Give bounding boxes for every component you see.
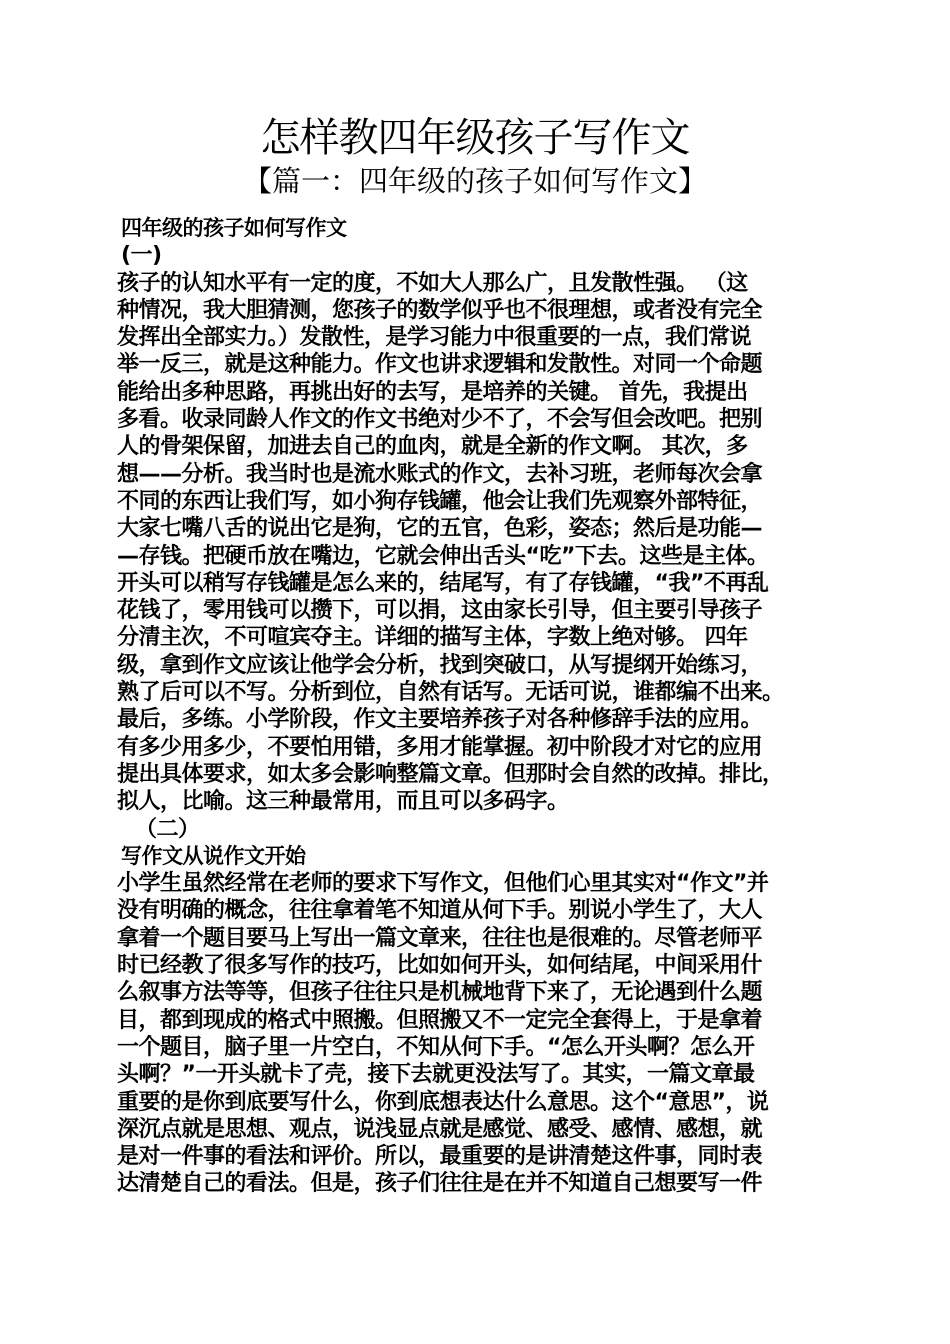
- paragraph-line: 重要的是你到底要写什么，你到底想表达什么意思。这个“意思”，说: [117, 1089, 769, 1115]
- paragraph-line: 想——分析。我当时也是流水账式的作文，去补习班，老师每次会拿: [117, 461, 763, 487]
- paragraph-line: 达清楚自己的看法。但是，孩子们往往是在并不知道自己想要写一件: [117, 1171, 763, 1197]
- paragraph-line: 多看。收录同龄人作文的作文书绝对少不了，不会写但会改吧。把别: [117, 407, 763, 433]
- part1-paragraph: [117, 270, 837, 816]
- paragraph-line: —存钱。把硬币放在嘴边，它就会伸出舌头“吃”下去。这些是主体。: [117, 543, 769, 569]
- paragraph-line: 级，拿到作文应该让他学会分析，找到突破口，从写提纲开始练习，: [117, 652, 763, 678]
- paragraph-line: 孩子的认知水平有一定的度，不如大人那么广，且发散性强。 （这: [117, 270, 748, 296]
- part2-paragraph: [117, 870, 837, 1198]
- paragraph-line: 么叙事方法等等，但孩子往往只是机械地背下来了，无论遇到什么题: [117, 980, 763, 1006]
- paragraph-line: 大家七嘴八舌的说出它是狗，它的五官，色彩，姿态；然后是功能—: [117, 516, 763, 542]
- paragraph-line: 最后，多练。小学阶段，作文主要培养孩子对各种修辞手法的应用。: [117, 707, 763, 733]
- paragraph-line: 能给出多种思路，再挑出好的去写，是培养的关键。 首先，我提出: [117, 379, 748, 405]
- section-heading: 四年级的孩子如何写作文: [121, 216, 347, 240]
- paragraph-line: 是对一件事的看法和评价。所以，最重要的是讲清楚这件事，同时表: [117, 1144, 763, 1170]
- paragraph-line: 不同的东西让我们写，如小狗存钱罐，他会让我们先观察外部特征，: [117, 488, 763, 514]
- paragraph-line: 头啊？”一开头就卡了壳，接下去就更没法写了。其实，一篇文章最: [117, 1062, 755, 1088]
- paragraph-line: 深沉点就是思想、观点，说浅显点就是感觉、感受、感情、感想，就: [117, 1116, 763, 1142]
- document-subtitle: 【篇一：四年级的孩子如何写作文】: [242, 164, 707, 198]
- paragraph-line: 开头可以稍写存钱罐是怎么来的，结尾写，有了存钱罐，“我”不再乱: [117, 570, 769, 596]
- part1-label: (一): [121, 243, 162, 269]
- part2-heading: 写作文从说作文开始: [121, 843, 306, 868]
- paragraph-line: 种情况，我大胆猜测，您孩子的数学似乎也不很理想，或者没有完全: [117, 297, 763, 323]
- document-body: [117, 215, 837, 1198]
- paragraph-line: 拿着一个题目要马上写出一篇文章来，往往也是很难的。尽管老师平: [117, 925, 763, 951]
- paragraph-line: 发挥出全部实力。）发散性，是学习能力中很重要的一点，我们常说: [117, 325, 752, 351]
- document-title: 怎样教四年级孩子写作文: [260, 115, 690, 161]
- paragraph-line: 分清主次，不可喧宾夺主。详细的描写主体，字数上绝对够。 四年: [117, 625, 748, 651]
- paragraph-line: 没有明确的概念，往往拿着笔不知道从何下手。别说小学生了，大人: [117, 898, 763, 924]
- paragraph-line: 一个题目，脑子里一片空白，不知从何下手。“怎么开头啊？怎么开: [117, 1034, 755, 1060]
- paragraph-line: 拟人，比喻。这三种最常用，而且可以多码字。: [117, 789, 569, 815]
- paragraph-line: 提出具体要求，如太多会影响整篇文章。但那时会自然的改掉。排比，: [117, 761, 784, 787]
- paragraph-line: 时已经教了很多写作的技巧，比如如何开头，如何结尾，中间采用什: [117, 953, 763, 979]
- paragraph-line: 熟了后可以不写。分析到位，自然有话写。无话可说，谁都编不出来。: [117, 680, 784, 706]
- paragraph-line: 举一反三，就是这种能力。作文也讲求逻辑和发散性。对同一个命题: [117, 352, 763, 378]
- paragraph-line: 有多少用多少，不要怕用错，多用才能掌握。初中阶段才对它的应用: [117, 734, 763, 760]
- paragraph-line: 花钱了，零用钱可以攒下，可以捐，这由家长引导，但主要引导孩子: [117, 598, 763, 624]
- part2-label: （二）: [135, 816, 200, 842]
- paragraph-line: 小学生虽然经常在老师的要求下写作文，但他们心里其实对“作文”并: [117, 871, 769, 897]
- paragraph-line: 人的骨架保留，加进去自己的血肉，就是全新的作文啊。 其次，多: [117, 434, 748, 460]
- paragraph-line: 目，都到现成的格式中照搬。但照搬又不一定完全套得上，于是拿着: [117, 1007, 763, 1033]
